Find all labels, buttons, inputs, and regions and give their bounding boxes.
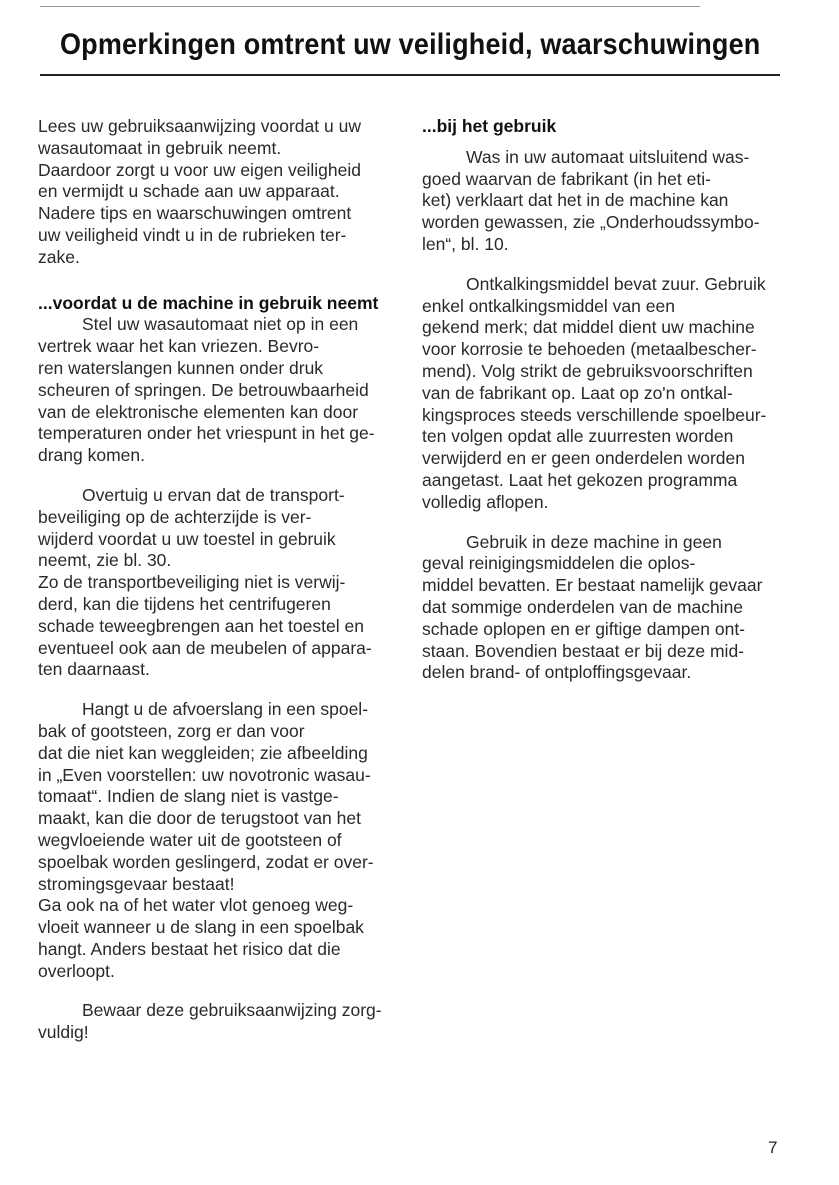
paragraph-frost: Stel uw wasautomaat niet op in een vertrek waar het kan vriezen. Bevro- ren waterslangen kunnen onder druk scheuren of springen. De betrouwbaarheid van de elektronische elementen kan door temperaturen onder het vriespunt in het ge- drang komen. bbox=[38, 314, 375, 466]
paragraph-keep-manual: Bewaar deze gebruiksaanwijzing zorg- vuldig! bbox=[38, 1000, 382, 1043]
page-number: 7 bbox=[768, 1138, 778, 1157]
right-column bbox=[422, 116, 788, 702]
intro-paragraph: Lees uw gebruiksaanwijzing voordat u uw wasautomaat in gebruik neemt. Daardoor zorgt u voor uw eigen veiligheid en vermijdt u schade aan uw apparaat. Nadere tips en waarschuwingen omtrent uw veiligheid vindt u in de rubrieken ter- zake. bbox=[38, 116, 361, 267]
paragraph-transport-lock: Overtuig u ervan dat de transport- beveiliging op de achterzijde is ver- wijderd voordat u uw toestel in gebruik neemt, zie bl. 30. Zo de transportbeveiliging niet is verwij- derd, kan die tijdens het centrifugeren schade teweegbrengen aan het toestel en eventueel ook aan de meubelen of appara- ten daarnaast. bbox=[38, 484, 372, 680]
title-underline bbox=[40, 74, 780, 76]
paragraph-laundry: Was in uw automaat uitsluitend was- goed waarvan de fabrikant (in het eti- ket) verklaart dat het in de machine kan worden gewassen, zie „Onderhoudssymbo- len“, bl. 10. bbox=[422, 146, 760, 254]
section-heading-before-use: ...voordat u de machine in gebruik neemt bbox=[38, 292, 379, 313]
paragraph-solvents: Gebruik in deze machine in geen geval reinigingsmiddelen die oplos- middel bevatten. Er bestaat namelijk gevaar dat sommige onderdelen van de machine schade oplopen en er giftige dampen ont- staan. Bovendien bestaat er bij deze mid- delen brand- of ontploffingsgevaar. bbox=[422, 531, 763, 683]
left-column bbox=[38, 116, 398, 1062]
paragraph-drain-hose: Hangt u de afvoerslang in een spoel- bak of gootsteen, zorg er dan voor dat die niet kan weggleiden; zie afbeelding in „Even voorstellen: uw novotronic wasau- tomaat“. Indien de slang niet is vastge- maakt, kan die door de terugstoot van het wegvloeiende water uit de gootsteen of spoelbak worden geslingerd, zodat er over- stromingsgevaar bestaat! Ga ook na of het water vlot genoeg weg- vloeit wanneer u de slang in een spoelbak hangt. Anders bestaat het risico dat die overloopt. bbox=[38, 699, 374, 981]
section-heading-during-use: ...bij het gebruik bbox=[422, 116, 557, 136]
top-rule bbox=[40, 6, 700, 7]
paragraph-descaler: Ontkalkingsmiddel bevat zuur. Gebruik enkel ontkalkingsmiddel van een gekend merk; dat middel dient uw machine voor korrosie te behoeden (metaalbescher- mend). Volg strikt de gebruiksvoorschriften van de fabrikant op. Laat op zo'n ontkal- kingsproces steeds verschillende spoelbeur- ten volgen opdat alle zuurresten worden verwijderd en er geen onderdelen worden aangetast. Laat het gekozen programma volledig aflopen. bbox=[422, 273, 767, 512]
page-title: Opmerkingen omtrent uw veiligheid, waarschuwingen bbox=[60, 28, 761, 61]
